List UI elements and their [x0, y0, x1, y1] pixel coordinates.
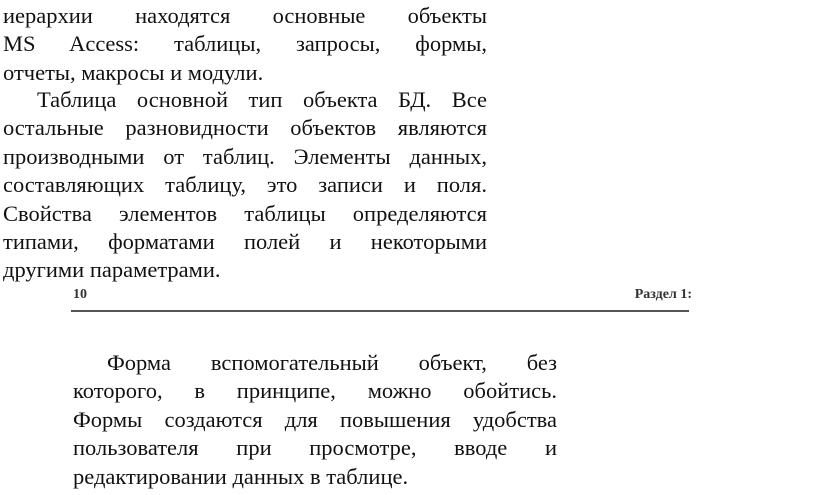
- paragraph-form-definition: [73, 349, 557, 491]
- text-line: отчеты, макросы и модули.: [3, 59, 264, 85]
- text-line: остальные разновидности объектов являются: [3, 115, 487, 141]
- text-line: другими параметрами.: [3, 257, 221, 283]
- text-line: типами, форматами полей и некоторыми: [3, 229, 487, 255]
- text-line: иерархии находятся основные объекты: [3, 3, 487, 28]
- paragraph-table-definition: [3, 86, 487, 285]
- text-line: пользователя при просмотре, вводе и: [73, 435, 557, 461]
- text-line: Свойства элементов таблицы определяются: [3, 200, 487, 226]
- paragraph-objects-list: [3, 2, 487, 87]
- text-line: которого, в принципе, можно обойтись.: [73, 378, 557, 404]
- text-line: Форма вспомогательный объект, без: [107, 350, 557, 375]
- page-number: 10: [73, 287, 87, 302]
- text-line: Таблица основной тип объекта БД. Все: [37, 87, 487, 112]
- text-line: MS Access: таблицы, запросы, формы,: [3, 31, 487, 57]
- text-line: Формы создаются для повышения удобства: [73, 406, 557, 432]
- text-line: производными от таблиц. Элементы данных,: [3, 143, 487, 169]
- text-line: редактировании данных в таблице.: [73, 463, 409, 489]
- header-divider: [71, 310, 689, 312]
- section-label: Раздел 1:: [634, 287, 692, 302]
- text-line: составляющих таблицу, это записи и поля.: [3, 172, 487, 198]
